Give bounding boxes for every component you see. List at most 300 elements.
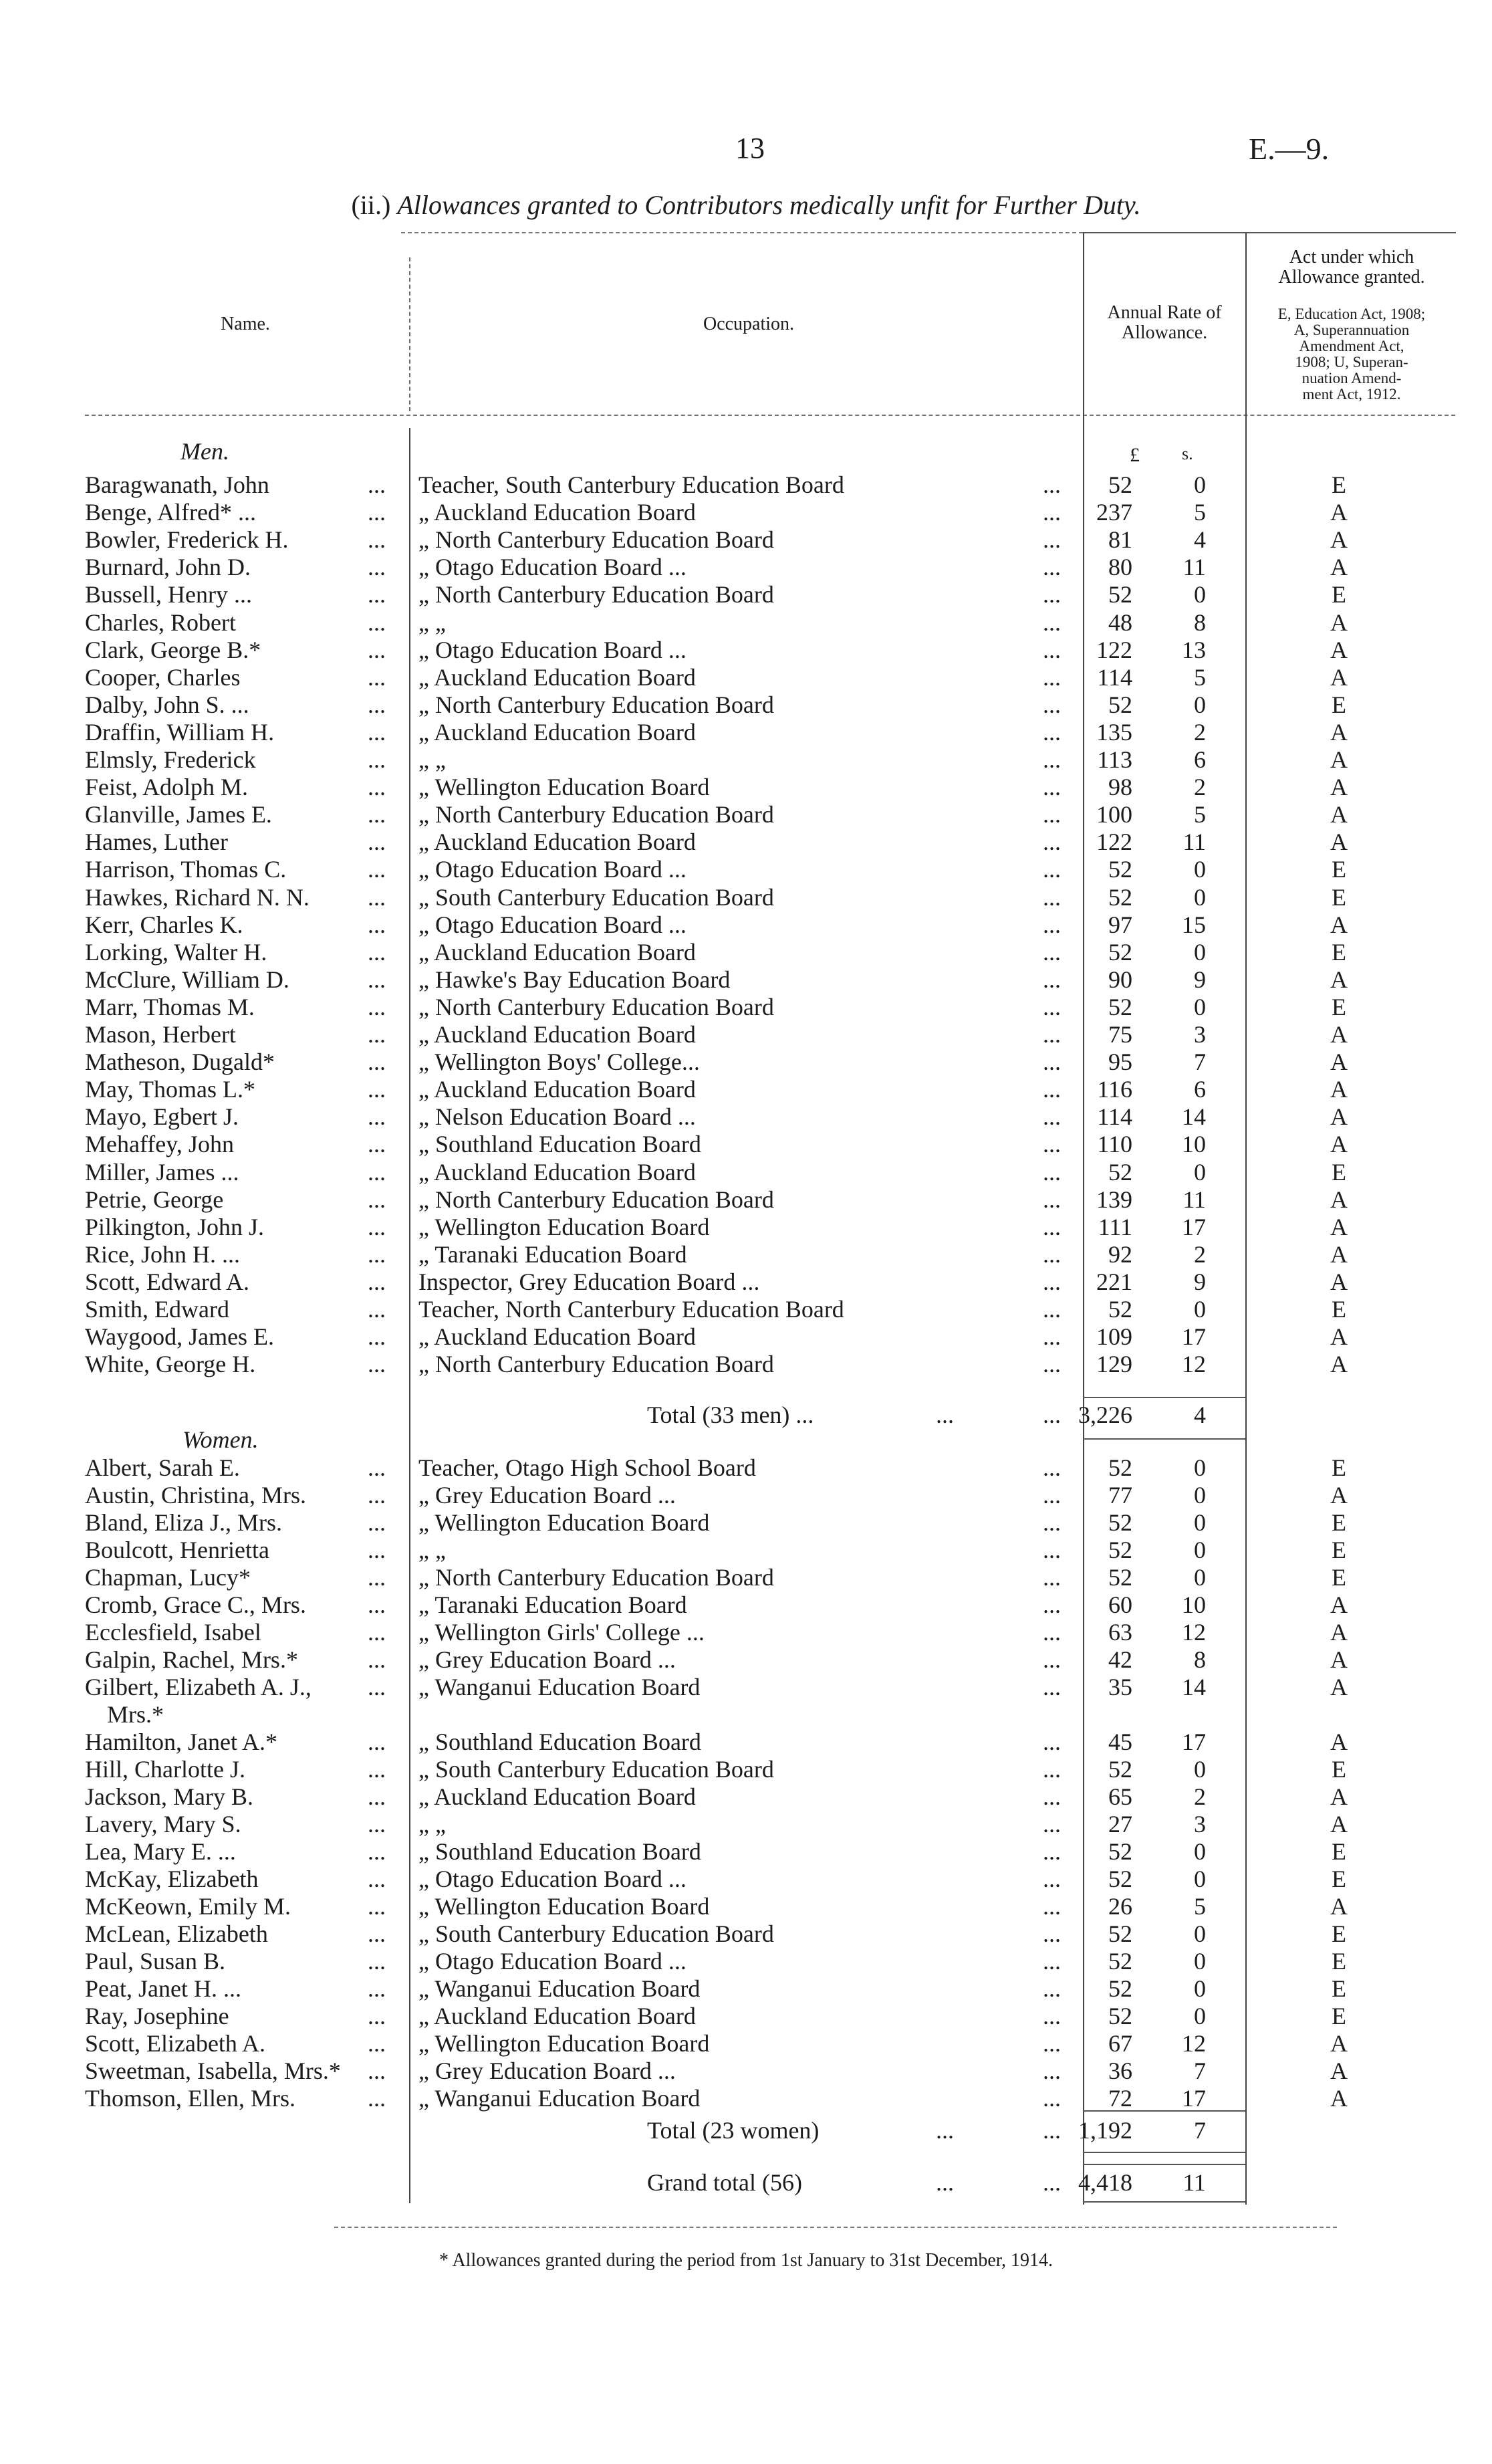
name-cell: Dalby, John S. ... bbox=[85, 691, 249, 718]
name-cell: Benge, Alfred* ... bbox=[85, 499, 256, 526]
act-cell: A bbox=[1330, 499, 1348, 526]
shillings-cell: 5 bbox=[1194, 801, 1206, 828]
leader-dots: ... bbox=[368, 1591, 386, 1618]
pounds-cell: 27 bbox=[1108, 1811, 1132, 1837]
act-key-line: A, Superannuation bbox=[1293, 322, 1410, 338]
leader-dots: ... bbox=[368, 993, 386, 1020]
leader-dots: ... bbox=[1043, 774, 1061, 801]
shilling-sign: s. bbox=[1182, 444, 1193, 463]
leader-dots: ... bbox=[1043, 1509, 1061, 1536]
leader-dots: ... bbox=[368, 526, 386, 554]
men-row bbox=[0, 1131, 1492, 1157]
men-row bbox=[0, 1268, 1492, 1295]
name-cell: Elmsly, Frederick bbox=[85, 746, 256, 773]
name-cell: Waygood, James E. bbox=[85, 1323, 275, 1351]
shillings-cell: 0 bbox=[1194, 856, 1206, 883]
pounds-cell: 80 bbox=[1108, 554, 1132, 581]
occupation-cell: „ Wellington Boys' College... bbox=[418, 1048, 700, 1076]
pounds-cell: 36 bbox=[1108, 2057, 1132, 2084]
shillings-cell: 9 bbox=[1194, 1268, 1206, 1295]
men-row bbox=[0, 1351, 1492, 1377]
men-total-rule-top bbox=[1083, 1397, 1245, 1398]
name-cell: Mehaffey, John bbox=[85, 1131, 234, 1158]
name-cell: White, George H. bbox=[85, 1351, 256, 1378]
leader-dots: ... bbox=[368, 1048, 386, 1076]
grand-total-pounds: 4,418 bbox=[1078, 2169, 1132, 2196]
women-row bbox=[0, 1454, 1492, 1481]
act-cell: A bbox=[1330, 608, 1348, 636]
header-rate-line-1: Annual Rate of bbox=[1107, 302, 1222, 323]
leader-dots: ... bbox=[368, 1240, 386, 1268]
leader-dots: ... bbox=[1043, 1268, 1061, 1295]
header-rate-line-2: Allowance. bbox=[1121, 322, 1208, 343]
women-row bbox=[0, 1646, 1492, 1673]
men-total-rule-bottom bbox=[1083, 1438, 1245, 1440]
act-cell: A bbox=[1330, 2085, 1348, 2112]
occupation-cell: „ Auckland Education Board bbox=[418, 1076, 696, 1103]
leader-dots: ... bbox=[368, 1268, 386, 1295]
pounds-cell: 114 bbox=[1097, 1103, 1132, 1131]
shillings-cell: 0 bbox=[1194, 1454, 1206, 1481]
men-row bbox=[0, 1021, 1492, 1048]
shillings-cell: 2 bbox=[1194, 718, 1206, 746]
leader-dots: ... bbox=[1043, 1866, 1061, 1892]
occupation-cell: „ Taranaki Education Board bbox=[418, 1591, 687, 1618]
header-name: Name. bbox=[221, 314, 270, 334]
men-row bbox=[0, 801, 1492, 828]
header-rule-bottom bbox=[85, 415, 1455, 416]
men-row bbox=[0, 828, 1492, 855]
leader-dots: ... bbox=[368, 2085, 386, 2112]
occupation-cell: „ Wellington Education Board bbox=[418, 774, 710, 801]
act-cell: A bbox=[1330, 1213, 1348, 1240]
leader-dots: ... bbox=[1043, 993, 1061, 1020]
women-row bbox=[0, 1482, 1492, 1508]
occupation-cell: „ Auckland Education Board bbox=[418, 828, 696, 856]
act-cell: A bbox=[1330, 1131, 1348, 1158]
men-row bbox=[0, 581, 1492, 608]
shillings-cell: 0 bbox=[1194, 1948, 1206, 1975]
name-cell: Smith, Edward bbox=[85, 1296, 229, 1323]
leader-dots: ... bbox=[1043, 1920, 1061, 1947]
leader-dots: ... bbox=[1043, 1537, 1061, 1563]
leader-dots: ... bbox=[368, 911, 386, 938]
shillings-cell: 15 bbox=[1182, 911, 1206, 938]
leader-dots: ... bbox=[368, 1323, 386, 1351]
leader-dots: ... bbox=[1043, 718, 1061, 746]
shillings-cell: 0 bbox=[1194, 2003, 1206, 2029]
occupation-cell: „ Grey Education Board ... bbox=[418, 1646, 676, 1673]
leader-dots: ... bbox=[1043, 1213, 1061, 1240]
act-cell: E bbox=[1332, 691, 1346, 718]
pounds-cell: 52 bbox=[1108, 1756, 1132, 1783]
occupation-cell: „ Auckland Education Board bbox=[418, 1021, 696, 1048]
shillings-cell: 17 bbox=[1182, 1213, 1206, 1240]
pounds-cell: 35 bbox=[1108, 1674, 1132, 1700]
leader-dots: ... bbox=[1043, 663, 1061, 691]
act-cell: A bbox=[1330, 554, 1348, 581]
shillings-cell: 3 bbox=[1194, 1021, 1206, 1048]
name-cell: Chapman, Lucy* bbox=[85, 1564, 251, 1591]
name-cell: May, Thomas L.* bbox=[85, 1076, 255, 1103]
shillings-cell: 0 bbox=[1194, 1537, 1206, 1563]
act-cell: E bbox=[1332, 1537, 1346, 1563]
pounds-cell: 60 bbox=[1108, 1591, 1132, 1618]
occupation-cell: Teacher, North Canterbury Education Board bbox=[418, 1296, 844, 1323]
name-cell: Miller, James ... bbox=[85, 1158, 239, 1186]
women-total-shillings: 7 bbox=[1194, 2117, 1206, 2144]
leader-dots: ... bbox=[1043, 1564, 1061, 1591]
name-cell: Kerr, Charles K. bbox=[85, 911, 243, 938]
occupation-cell: „ North Canterbury Education Board bbox=[418, 1351, 774, 1378]
leader-dots: ... bbox=[368, 1756, 386, 1783]
act-cell: E bbox=[1332, 1756, 1346, 1783]
pound-sign: £ bbox=[1130, 444, 1140, 466]
leader-dots: ... bbox=[1043, 1296, 1061, 1323]
shillings-cell: 0 bbox=[1194, 1564, 1206, 1591]
name-cell: Rice, John H. ... bbox=[85, 1240, 240, 1268]
name-cell: Harrison, Thomas C. bbox=[85, 856, 287, 883]
grand-total-shillings: 11 bbox=[1183, 2169, 1206, 2196]
leader-dots: ... bbox=[368, 718, 386, 746]
act-key-line: nuation Amend- bbox=[1301, 370, 1402, 386]
leader-dots: ... bbox=[1043, 2169, 1061, 2196]
leader-dots: ... bbox=[368, 828, 386, 856]
leader-dots: ... bbox=[936, 1402, 954, 1428]
grand-total-rule-top bbox=[1083, 2164, 1245, 2165]
occupation-cell: „ North Canterbury Education Board bbox=[418, 581, 774, 608]
pounds-cell: 52 bbox=[1108, 581, 1132, 608]
act-cell: E bbox=[1332, 1296, 1346, 1323]
women-row bbox=[0, 1893, 1492, 1920]
leader-dots: ... bbox=[1043, 1021, 1061, 1048]
name-cell: Scott, Elizabeth A. bbox=[85, 2030, 265, 2057]
shillings-cell: 0 bbox=[1194, 1975, 1206, 2002]
shillings-cell: 0 bbox=[1194, 1920, 1206, 1947]
act-key-line: Amendment Act, bbox=[1299, 338, 1404, 354]
occupation-cell: „ North Canterbury Education Board bbox=[418, 1564, 774, 1591]
act-cell: A bbox=[1330, 2057, 1348, 2084]
leader-dots: ... bbox=[1043, 1756, 1061, 1783]
pounds-cell: 72 bbox=[1108, 2085, 1132, 2112]
act-cell: A bbox=[1330, 1021, 1348, 1048]
men-row bbox=[0, 1048, 1492, 1075]
footnote: * Allowances granted during the period from 1st January to 31st December, 1914. bbox=[439, 2250, 1053, 2271]
shillings-cell: 0 bbox=[1194, 1756, 1206, 1783]
leader-dots: ... bbox=[368, 1213, 386, 1240]
name-cell: Gilbert, Elizabeth A. J., bbox=[85, 1674, 312, 1700]
shillings-cell: 0 bbox=[1194, 1866, 1206, 1892]
leader-dots: ... bbox=[1043, 1838, 1061, 1865]
shillings-cell: 11 bbox=[1183, 1186, 1206, 1213]
occupation-cell: „ South Canterbury Education Board bbox=[418, 1756, 774, 1783]
pounds-cell: 52 bbox=[1108, 883, 1132, 911]
pounds-cell: 52 bbox=[1108, 2003, 1132, 2029]
occupation-cell: „ Wellington Education Board bbox=[418, 2030, 710, 2057]
leader-dots: ... bbox=[1043, 1591, 1061, 1618]
act-key-line: ment Act, 1912. bbox=[1302, 386, 1401, 403]
leader-dots: ... bbox=[1043, 1646, 1061, 1673]
leader-dots: ... bbox=[368, 1021, 386, 1048]
leader-dots: ... bbox=[368, 1866, 386, 1892]
men-row bbox=[0, 1241, 1492, 1268]
pounds-cell: 95 bbox=[1108, 1048, 1132, 1076]
occupation-cell: „ Wellington Education Board bbox=[418, 1213, 710, 1240]
occupation-cell: „ Otago Education Board ... bbox=[418, 1866, 687, 1892]
leader-dots: ... bbox=[368, 1186, 386, 1213]
act-cell: E bbox=[1332, 856, 1346, 883]
leader-dots: ... bbox=[368, 1076, 386, 1103]
women-row bbox=[0, 1811, 1492, 1837]
act-cell: A bbox=[1330, 1811, 1348, 1837]
women-row bbox=[0, 1564, 1492, 1591]
leader-dots: ... bbox=[1043, 1158, 1061, 1186]
occupation-cell: „ „ bbox=[418, 1537, 446, 1563]
name-cell: Pilkington, John J. bbox=[85, 1213, 265, 1240]
act-cell: A bbox=[1330, 966, 1348, 993]
pounds-cell: 114 bbox=[1097, 663, 1132, 691]
shillings-cell: 8 bbox=[1194, 1646, 1206, 1673]
name-cell: Boulcott, Henrietta bbox=[85, 1537, 269, 1563]
name-cell: Feist, Adolph M. bbox=[85, 774, 249, 801]
section-title-text: Allowances granted to Contributors medically unfit for Further Duty. bbox=[397, 190, 1141, 220]
men-row bbox=[0, 911, 1492, 938]
name-cell: Petrie, George bbox=[85, 1186, 224, 1213]
act-cell: A bbox=[1330, 1674, 1348, 1700]
occupation-cell: Teacher, South Canterbury Education Board bbox=[418, 471, 844, 498]
leader-dots: ... bbox=[368, 499, 386, 526]
act-cell: E bbox=[1332, 1948, 1346, 1975]
name-cell: McKay, Elizabeth bbox=[85, 1866, 259, 1892]
occupation-cell: „ Otago Education Board ... bbox=[418, 1948, 687, 1975]
pounds-cell: 52 bbox=[1108, 1866, 1132, 1892]
act-cell: A bbox=[1330, 1268, 1348, 1295]
occupation-cell: „ Auckland Education Board bbox=[418, 663, 696, 691]
shillings-cell: 0 bbox=[1194, 471, 1206, 498]
leader-dots: ... bbox=[368, 801, 386, 828]
act-cell: A bbox=[1330, 1323, 1348, 1351]
header-act-line-2: Allowance granted. bbox=[1278, 267, 1425, 288]
shillings-cell: 9 bbox=[1194, 966, 1206, 993]
shillings-cell: 0 bbox=[1194, 581, 1206, 608]
occupation-cell: „ South Canterbury Education Board bbox=[418, 883, 774, 911]
leader-dots: ... bbox=[1043, 471, 1061, 498]
women-row bbox=[0, 1866, 1492, 1892]
leader-dots: ... bbox=[1043, 499, 1061, 526]
section-title bbox=[0, 189, 1492, 221]
pounds-cell: 52 bbox=[1108, 471, 1132, 498]
act-cell: A bbox=[1330, 636, 1348, 663]
name-cell: Mayo, Egbert J. bbox=[85, 1103, 239, 1131]
occupation-cell: „ Southland Education Board bbox=[418, 1728, 701, 1755]
leader-dots: ... bbox=[368, 471, 386, 498]
shillings-cell: 0 bbox=[1194, 993, 1206, 1020]
leader-dots: ... bbox=[368, 1975, 386, 2002]
shillings-cell: 17 bbox=[1182, 1728, 1206, 1755]
women-total-rule-bottom bbox=[1083, 2152, 1245, 2153]
name-cell: Peat, Janet H. ... bbox=[85, 1975, 241, 2002]
act-key-line: E, Education Act, 1908; bbox=[1277, 306, 1426, 322]
leader-dots: ... bbox=[368, 1783, 386, 1810]
act-cell: E bbox=[1332, 581, 1346, 608]
pounds-cell: 52 bbox=[1108, 856, 1132, 883]
pounds-cell: 52 bbox=[1108, 1975, 1132, 2002]
men-row bbox=[0, 1323, 1492, 1350]
leader-dots: ... bbox=[1043, 2117, 1061, 2144]
name-cell: Matheson, Dugald* bbox=[85, 1048, 275, 1076]
shillings-cell: 2 bbox=[1194, 1240, 1206, 1268]
women-row bbox=[0, 1509, 1492, 1536]
leader-dots: ... bbox=[1043, 2085, 1061, 2112]
leader-dots: ... bbox=[1043, 883, 1061, 911]
men-row bbox=[0, 719, 1492, 746]
pounds-cell: 75 bbox=[1108, 1021, 1132, 1048]
name-cell: Bowler, Frederick H. bbox=[85, 526, 289, 554]
pounds-cell: 135 bbox=[1096, 718, 1132, 746]
pounds-cell: 52 bbox=[1108, 1948, 1132, 1975]
name-cell: Ecclesfield, Isabel bbox=[85, 1619, 261, 1646]
leader-dots: ... bbox=[368, 691, 386, 718]
occupation-cell: „ North Canterbury Education Board bbox=[418, 993, 774, 1020]
name-cell: Paul, Susan B. bbox=[85, 1948, 226, 1975]
leader-dots: ... bbox=[368, 746, 386, 773]
leader-dots: ... bbox=[368, 938, 386, 966]
leader-dots: ... bbox=[1043, 608, 1061, 636]
act-cell: A bbox=[1330, 1240, 1348, 1268]
occupation-cell: „ Auckland Education Board bbox=[418, 2003, 696, 2029]
leader-dots: ... bbox=[368, 1646, 386, 1673]
act-cell: E bbox=[1332, 1564, 1346, 1591]
shillings-cell: 5 bbox=[1194, 663, 1206, 691]
leader-dots: ... bbox=[1043, 636, 1061, 663]
act-cell: E bbox=[1332, 883, 1346, 911]
men-total-label: Total (33 men) ... bbox=[647, 1402, 814, 1428]
pounds-cell: 237 bbox=[1096, 499, 1132, 526]
shillings-cell: 13 bbox=[1182, 636, 1206, 663]
act-cell: E bbox=[1332, 1838, 1346, 1865]
shillings-cell: 14 bbox=[1182, 1103, 1206, 1131]
leader-dots: ... bbox=[368, 581, 386, 608]
act-cell: A bbox=[1330, 526, 1348, 554]
men-row bbox=[0, 1186, 1492, 1213]
name-cell: Burnard, John D. bbox=[85, 554, 251, 581]
leader-dots: ... bbox=[1043, 1076, 1061, 1103]
occupation-cell: „ „ bbox=[418, 1811, 446, 1837]
act-cell: A bbox=[1330, 1186, 1348, 1213]
occupation-cell: „ Auckland Education Board bbox=[418, 1158, 696, 1186]
women-row bbox=[0, 1674, 1492, 1700]
leader-dots: ... bbox=[368, 1454, 386, 1481]
name-cell: McClure, William D. bbox=[85, 966, 289, 993]
shillings-cell: 0 bbox=[1194, 1509, 1206, 1536]
men-row bbox=[0, 1214, 1492, 1240]
occupation-cell: „ „ bbox=[418, 608, 446, 636]
leader-dots: ... bbox=[1043, 1619, 1061, 1646]
leader-dots: ... bbox=[368, 1296, 386, 1323]
leader-dots: ... bbox=[368, 1811, 386, 1837]
women-total-row bbox=[0, 2116, 1492, 2145]
leader-dots: ... bbox=[1043, 581, 1061, 608]
leader-dots: ... bbox=[368, 1158, 386, 1186]
pounds-cell: 52 bbox=[1108, 1564, 1132, 1591]
men-row bbox=[0, 1159, 1492, 1186]
leader-dots: ... bbox=[368, 966, 386, 993]
name-cell: Glanville, James E. bbox=[85, 801, 272, 828]
leader-dots: ... bbox=[1043, 1811, 1061, 1837]
leader-dots: ... bbox=[1043, 2057, 1061, 2084]
shillings-cell: 6 bbox=[1194, 1076, 1206, 1103]
name-cell: McKeown, Emily M. bbox=[85, 1893, 291, 1920]
name-cell: Draffin, William H. bbox=[85, 718, 275, 746]
shillings-cell: 4 bbox=[1194, 526, 1206, 554]
women-total-pounds: 1,192 bbox=[1078, 2117, 1132, 2144]
leader-dots: ... bbox=[1043, 1783, 1061, 1810]
leader-dots: ... bbox=[368, 1728, 386, 1755]
women-row bbox=[0, 2030, 1492, 2057]
leader-dots: ... bbox=[368, 2030, 386, 2057]
name-cell: Scott, Edward A. bbox=[85, 1268, 249, 1295]
shillings-cell: 0 bbox=[1194, 1158, 1206, 1186]
name-cell: Baragwanath, John bbox=[85, 471, 269, 498]
leader-dots: ... bbox=[368, 1103, 386, 1131]
act-cell: A bbox=[1330, 1728, 1348, 1755]
pounds-cell: 52 bbox=[1108, 1296, 1132, 1323]
act-cell: A bbox=[1330, 1076, 1348, 1103]
leader-dots: ... bbox=[1043, 856, 1061, 883]
name-cell: Galpin, Rachel, Mrs.* bbox=[85, 1646, 298, 1673]
occupation-cell: „ Hawke's Bay Education Board bbox=[418, 966, 731, 993]
men-row bbox=[0, 554, 1492, 580]
name-cell: Clark, George B.* bbox=[85, 636, 261, 663]
shillings-cell: 0 bbox=[1194, 1482, 1206, 1508]
pounds-cell: 52 bbox=[1108, 993, 1132, 1020]
occupation-cell: „ Otago Education Board ... bbox=[418, 856, 687, 883]
act-cell: E bbox=[1332, 938, 1346, 966]
women-total-label: Total (23 women) bbox=[647, 2117, 820, 2144]
women-row bbox=[0, 1756, 1492, 1783]
pounds-cell: 48 bbox=[1108, 608, 1132, 636]
pounds-cell: 97 bbox=[1108, 911, 1132, 938]
act-cell: A bbox=[1330, 774, 1348, 801]
leader-dots: ... bbox=[1043, 1975, 1061, 2002]
act-cell: A bbox=[1330, 801, 1348, 828]
women-row bbox=[0, 1591, 1492, 1618]
women-row bbox=[0, 1728, 1492, 1755]
women-row bbox=[0, 1838, 1492, 1865]
header-act-line-1: Act under which bbox=[1289, 247, 1414, 267]
name-cell: Jackson, Mary B. bbox=[85, 1783, 253, 1810]
leader-dots: ... bbox=[368, 2003, 386, 2029]
shillings-cell: 5 bbox=[1194, 1893, 1206, 1920]
act-cell: E bbox=[1332, 1920, 1346, 1947]
leader-dots: ... bbox=[1043, 1048, 1061, 1076]
women-row bbox=[0, 1975, 1492, 2002]
act-cell: A bbox=[1330, 663, 1348, 691]
men-row bbox=[0, 774, 1492, 800]
shillings-cell: 10 bbox=[1182, 1591, 1206, 1618]
men-row bbox=[0, 1076, 1492, 1103]
act-cell: A bbox=[1330, 718, 1348, 746]
leader-dots: ... bbox=[1043, 801, 1061, 828]
occupation-cell: „ North Canterbury Education Board bbox=[418, 1186, 774, 1213]
men-row bbox=[0, 856, 1492, 883]
shillings-cell: 12 bbox=[1182, 1619, 1206, 1646]
pounds-cell: 98 bbox=[1108, 774, 1132, 801]
name-cell: McLean, Elizabeth bbox=[85, 1920, 268, 1947]
women-row bbox=[0, 1537, 1492, 1563]
leader-dots: ... bbox=[1043, 2003, 1061, 2029]
leader-dots: ... bbox=[1043, 2030, 1061, 2057]
